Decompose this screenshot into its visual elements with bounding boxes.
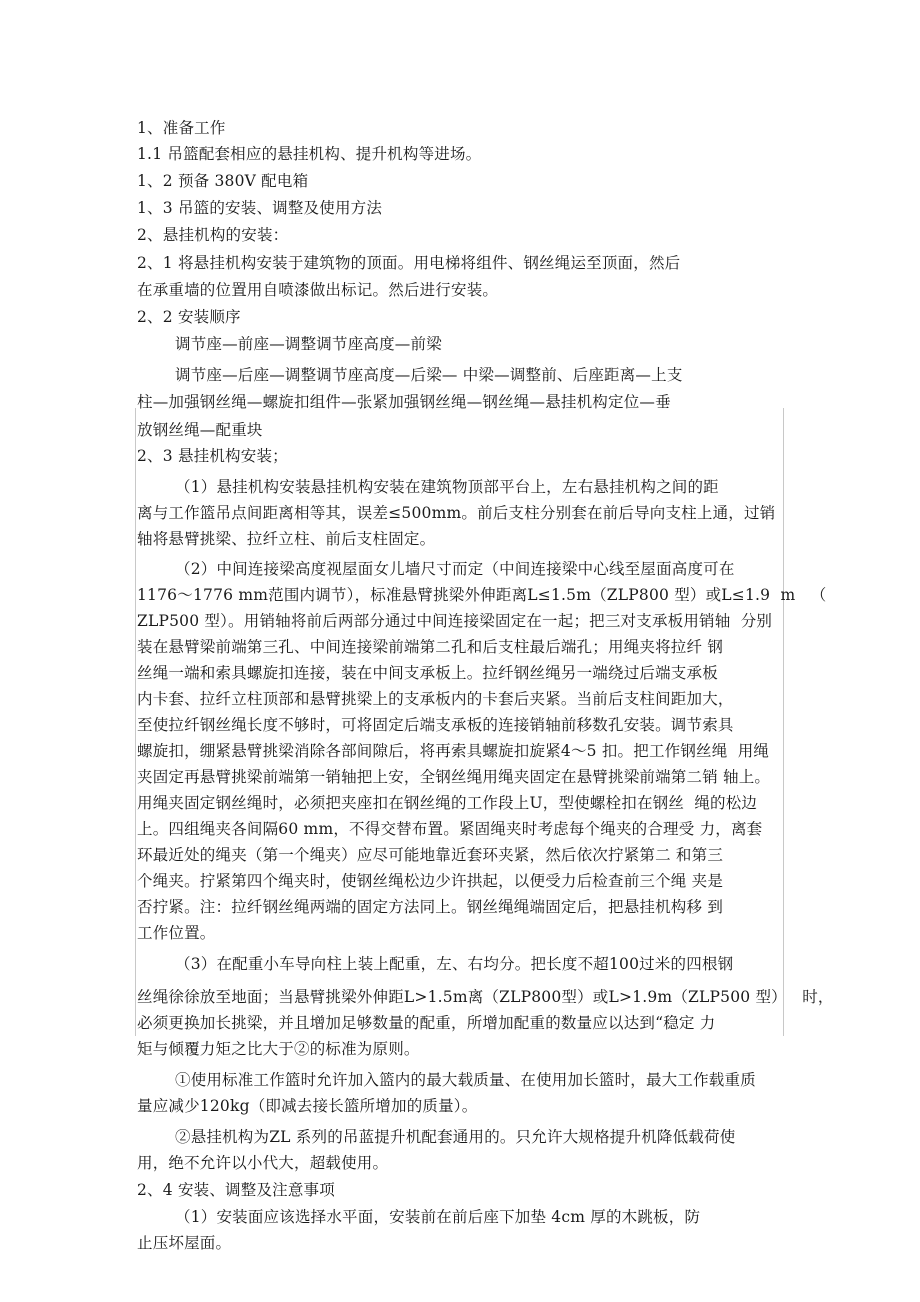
text-frame-right-border [783, 408, 784, 1036]
text-line: （3）在配重小车导向柱上装上配重，左、右均分。把长度不超100过米的四根钢 [175, 955, 734, 973]
text-line: 上。四组绳夹各间隔60 mm，不得交替布置。紧固绳夹时考虑每个绳夹的合理受 力，离套 [137, 820, 763, 838]
text-line: 放钢丝绳—配重块 [137, 421, 263, 439]
text-line: 内卡套、拉纤立柱顶部和悬臂挑梁上的支承板内的卡套后夹紧。当前后支柱间距加大， [137, 690, 734, 708]
text-line: 否拧紧。注：拉纤钢丝绳两端的固定方法同上。钢丝绳绳端固定后，把悬挂机构移 到 [137, 898, 724, 916]
text-line: 调节座—后座—调整调节座高度—后梁— 中梁—调整前、后座距离—上支 [175, 366, 683, 384]
text-line: 至使拉纤钢丝绳长度不够时，可将固定后端支承板的连接销轴前移数孔安装。调节索具 [137, 716, 734, 734]
text-line: 丝绳一端和索具螺旋扣连接，装在中间支承板上。拉纤钢丝绳另一端绕过后端支承板 [137, 664, 718, 682]
text-line: 环最近处的绳夹（第一个绳夹）应尽可能地靠近套环夹紧，然后依次拧紧第二 和第三 [137, 846, 724, 864]
text-line: 矩与倾覆力矩之比大于②的标准为原则。 [137, 1040, 420, 1058]
text-line: 用，绝不允许以小代大，超载使用。 [137, 1154, 389, 1172]
text-line: 2、2 安装顺序 [137, 308, 241, 326]
text-line: 夹固定再悬臂挑梁前端第一销轴把上安，全钢丝绳用绳夹固定在悬臂挑梁前端第二销 轴上。 [137, 768, 771, 786]
text-line: 1、准备工作 [137, 119, 226, 137]
text-line: 止压坏屋面。 [137, 1234, 232, 1252]
text-line: （1）悬挂机构安装悬挂机构安装在建筑物顶部平台上，左右悬挂机构之间的距 [175, 478, 719, 496]
text-line: 量应减少120kg（即减去接长篮所增加的质量）。 [137, 1097, 478, 1115]
text-line: 在承重墙的位置用自喷漆做出标记。然后进行安装。 [137, 281, 499, 299]
text-line: 螺旋扣，绷紧悬臂挑梁消除各部间隙后，将再索具螺旋扣旋紧4～5 扣。把工作钢丝绳 用绳 [137, 742, 770, 760]
text-line: 1176～1776 mm范围内调节），标准悬臂挑梁外伸距离L≤1.5m（ZLP800 型）或L≤1.9 m （ [137, 586, 827, 604]
text-line: 2、悬挂机构的安装： [137, 226, 289, 244]
text-line: 1、2 预备 380V 配电箱 [137, 172, 309, 190]
text-line: ②悬挂机构为ZL 系列的吊蓝提升机配套通用的。只允许大规格提升机降低载荷使 [175, 1128, 736, 1146]
text-line: （1）安装面应该选择水平面，安装前在前后座下加垫 4cm 厚的木跳板，防 [175, 1208, 701, 1226]
text-line: 工作位置。 [137, 924, 216, 942]
text-line: 柱—加强钢丝绳—螺旋扣组件—张紧加强钢丝绳—钢丝绳—悬挂机构定位—垂 [137, 393, 671, 411]
text-frame-left-border [135, 408, 136, 1036]
text-line: 用绳夹固定钢丝绳时，必须把夹座扣在钢丝绳的工作段上U，型使螺栓扣在钢丝 绳的松边 [137, 794, 758, 812]
text-line: 调节座—前座—调整调节座高度—前梁 [175, 335, 442, 353]
text-line: （2）中间连接梁高度视屋面女儿墙尺寸而定（中间连接梁中心线至屋面高度可在 [175, 560, 735, 578]
text-line: 装在悬臂梁前端第三孔、中间连接梁前端第二孔和后支柱最后端孔；用绳夹将拉纤 钢 [137, 638, 724, 656]
text-line: 1、3 吊篮的安装、调整及使用方法 [137, 199, 383, 217]
text-line: ①使用标准工作篮时允许加入篮内的最大载质量、在使用加长篮时，最大工作载重质 [175, 1071, 756, 1089]
text-line: 轴将悬臂挑梁、拉纤立柱、前后支柱固定。 [137, 530, 436, 548]
text-line: 2、1 将悬挂机构安装于建筑物的顶面。用电梯将组件、钢丝绳运至顶面，然后 [137, 254, 681, 272]
text-line: 离与工作篮吊点间距离相等其，误差≤500mm。前后支柱分别套在前后导向支柱上通，过销 [137, 504, 776, 522]
text-line: 丝绳徐徐放至地面；当悬臂挑梁外伸距L>1.5m离（ZLP800型）或L>1.9m（ZLP500 型） 时， [137, 988, 834, 1006]
text-line: 个绳夹。拧紧第四个绳夹时，使钢丝绳松边少许拱起，以便受力后检查前三个绳 夹是 [137, 872, 724, 890]
text-line: ZLP500 型）。用销轴将前后两部分通过中间连接梁固定在一起；把三对支承板用销轴 分别 [137, 612, 773, 630]
text-line: 2、4 安装、调整及注意事项 [137, 1181, 335, 1199]
text-line: 1.1 吊篮配套相应的悬挂机构、提升机构等进场。 [137, 145, 482, 163]
text-line: 2、3 悬挂机构安装； [137, 447, 288, 465]
text-line: 必须更换加长挑梁，并且增加足够数量的配重，所增加配重的数量应以达到“稳定 力 [137, 1014, 716, 1032]
